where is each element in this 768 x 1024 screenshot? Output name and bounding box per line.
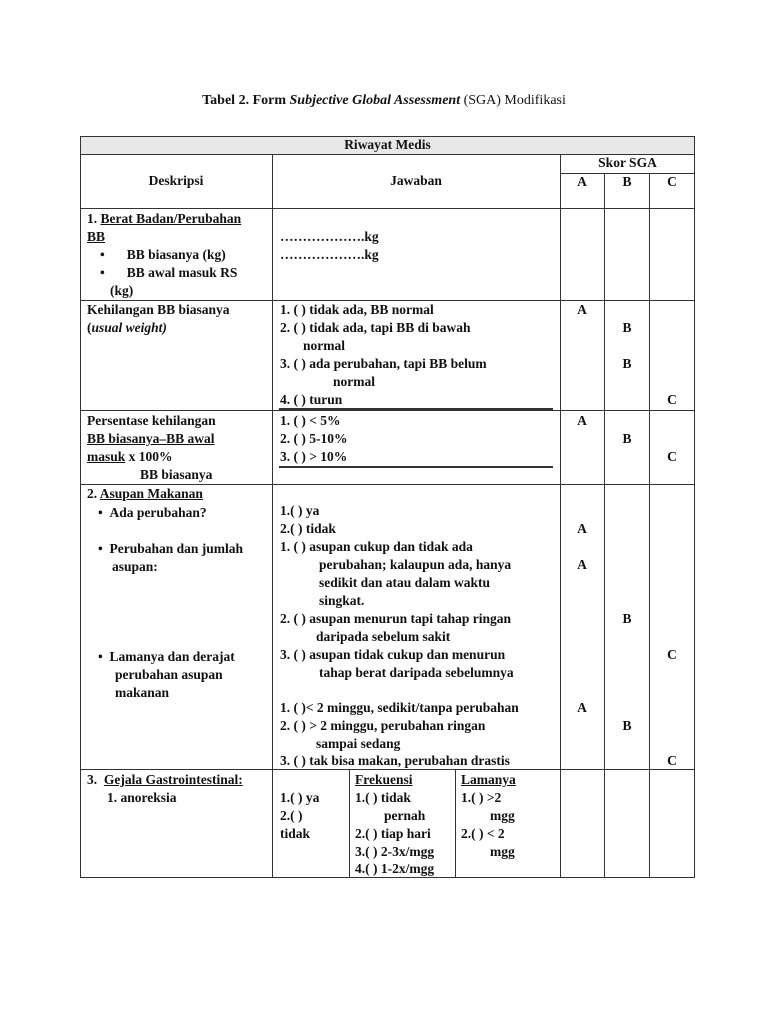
row3-desc-1: Persentase kehilangan [87,413,216,428]
row5-lama-1: 1.( ) >2 [461,790,502,805]
row3-score-3: C [667,449,677,464]
row5-frek-1-cont: pernah [384,808,426,823]
row4-bullet-3-cont2: makanan [115,685,170,700]
row4-answer-a2: 2.( ) tidak [280,521,336,536]
row5-frek-2: 2.( ) tiap hari [355,826,431,841]
row5-lama-2-cont: mgg [490,844,515,859]
row5-answer-2-cont: tidak [280,826,311,841]
row2-score-3: B [622,356,632,371]
row5-lama-2: 2.( ) < 2 [461,826,505,841]
row4-score-2: A [577,557,587,572]
row2-option-2: 2. ( ) tidak ada, tapi BB di bawah [280,320,471,335]
row2-option-4: 4. ( ) turun [280,392,343,407]
row4-bullet-1: • Ada perubahan? [98,505,207,520]
row3-score-2: B [622,431,632,446]
row4-answer-c3: 3. ( ) tak bisa makan, perubahan drastis [280,753,510,768]
row5-lamanya-header: Lamanya [461,772,516,787]
header-skor-sga: Skor SGA [598,155,657,170]
header-score-a: A [577,174,587,189]
row2-score-2: B [622,320,632,335]
row4-bullet-3: • Lamanya dan derajat [98,649,235,664]
row4-title: 2. Asupan Makanan [87,486,203,501]
row1-bullet-1: • BB biasanya (kg) [100,247,226,262]
row3-option-3: 3. ( ) > 10% [280,449,348,464]
row4-score-7: C [667,753,677,768]
row4-answer-c2: 2. ( ) > 2 minggu, perubahan ringan [280,718,486,733]
row5-title: 3. Gejala Gastrointestinal: [87,772,243,787]
row2-desc-2: (usual weight) [87,320,167,335]
row4-bullet-2-cont: asupan: [112,559,158,574]
row4-score-5: A [577,700,587,715]
row4-answer-b1-cont1: perubahan; kalaupun ada, hanya [319,557,512,572]
row2-score-4: C [667,392,677,407]
row3-option-1: 1. ( ) < 5% [280,413,341,428]
row4-answer-b2: 2. ( ) asupan menurun tapi tahap ringan [280,611,512,626]
row5-lama-1-cont: mgg [490,808,515,823]
row4-answer-c1: 1. ( )< 2 minggu, sedikit/tanpa perubahan [280,700,519,715]
row1-bullet-2: • BB awal masuk RS [100,265,238,280]
row4-score-4: C [667,647,677,662]
row1-answer-2: ……………….kg [280,247,379,262]
row5-frek-3: 3.( ) 2-3x/mgg [355,844,435,859]
row3-desc-2: BB biasanya–BB awal [87,431,215,446]
row4-answer-b2-cont: daripada sebelum sakit [316,629,451,644]
row4-answer-b3-cont: tahap berat daripada sebelumnya [319,665,514,680]
row3-score-1: A [577,413,587,428]
row3-option-2: 2. ( ) 5-10% [280,431,348,446]
row5-answer-2: 2.( ) [280,808,303,823]
row5-frek-1: 1.( ) tidak [355,790,411,805]
header-score-b: B [622,174,632,189]
header-score-c: C [667,174,677,189]
row4-score-6: B [622,718,632,733]
row4-score-1: A [577,521,587,536]
row2-option-3-cont: normal [333,374,375,389]
row2-option-1: 1. ( ) tidak ada, BB normal [280,302,434,317]
row4-answer-b1-cont2: sedikit dan atau dalam waktu [319,575,491,590]
row2-desc-1: Kehilangan BB biasanya [87,302,230,317]
row4-bullet-3-cont1: perubahan asupan [115,667,223,682]
row3-desc-4: BB biasanya [140,467,213,482]
header-section-title: Riwayat Medis [344,137,431,152]
row5-item: 1. anoreksia [107,790,177,805]
row5-frekuensi-header: Frekuensi [355,772,413,787]
header-deskripsi: Deskripsi [148,173,204,188]
row2-score-1: A [577,302,587,317]
row5-answer-1: 1.( ) ya [280,790,320,805]
row4-answer-a1: 1.( ) ya [280,503,320,518]
row1-bullet-2-cont: (kg) [110,283,134,298]
row3-desc-3: masuk x 100% [87,449,173,464]
table-title: Tabel 2. Form Subjective Global Assessment (SGA) Modifikasi [202,93,566,108]
row4-answer-b1-cont3: singkat. [319,593,365,608]
row4-answer-b3: 3. ( ) asupan tidak cukup dan menurun [280,647,506,662]
row4-answer-c2-cont: sampai sedang [316,736,401,751]
row1-answer-1: ……………….kg [280,229,379,244]
header-jawaban: Jawaban [390,173,442,188]
row4-bullet-2: • Perubahan dan jumlah [98,541,244,556]
row5-frek-4: 4.( ) 1-2x/mgg [355,861,435,876]
row4-answer-b1: 1. ( ) asupan cukup dan tidak ada [280,539,473,554]
row1-title-cont: BB [87,229,106,244]
row1-title: 1. Berat Badan/Perubahan [87,211,242,226]
row4-score-3: B [622,611,632,626]
row2-option-3: 3. ( ) ada perubahan, tapi BB belum [280,356,487,371]
row2-option-2-cont: normal [303,338,345,353]
